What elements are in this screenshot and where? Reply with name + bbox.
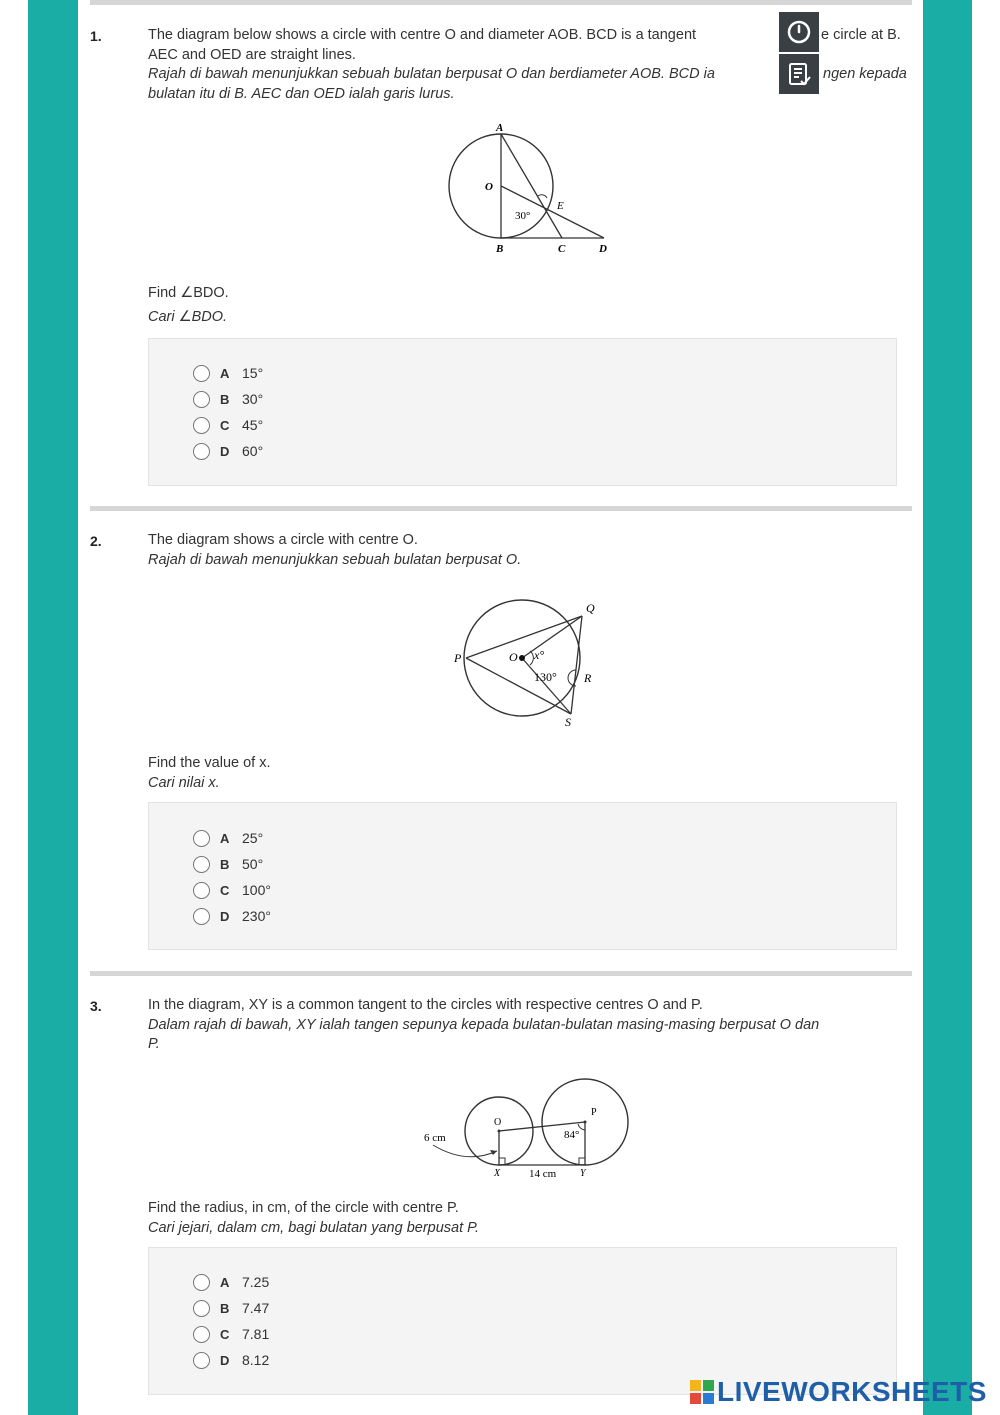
q2-label-q: Q xyxy=(586,601,595,615)
q3-centre-o xyxy=(498,1130,501,1133)
radio-icon[interactable] xyxy=(193,1326,210,1343)
radio-icon[interactable] xyxy=(193,391,210,408)
q1-angle-arc xyxy=(538,195,547,198)
question-3-number: 3. xyxy=(90,998,102,1014)
question-1-option-a[interactable]: A 15° xyxy=(193,363,263,383)
question-3-en: In the diagram, XY is a common tangent to the circles with respective centres O and P. xyxy=(148,997,703,1013)
q2-line-pq xyxy=(466,616,582,658)
question-3-ms-line2: P. xyxy=(148,1036,160,1052)
question-2-find-en: Find the value of x. xyxy=(148,755,271,771)
question-1-en-line1: The diagram below shows a circle with centre O and diameter AOB. BCD is a tangent xyxy=(148,27,697,43)
timer-icon xyxy=(786,19,812,45)
q3-centre-p xyxy=(584,1121,587,1124)
radio-icon[interactable] xyxy=(193,856,210,873)
checklist-icon xyxy=(786,61,812,87)
radio-icon[interactable] xyxy=(193,443,210,460)
radio-icon[interactable] xyxy=(193,1352,210,1369)
q3-label-o: O xyxy=(494,1117,502,1128)
timer-button[interactable] xyxy=(779,12,819,52)
question-1-diagram xyxy=(441,118,621,263)
liveworksheets-logo-icon xyxy=(690,1380,714,1404)
q2-angle-x-arc xyxy=(530,651,533,665)
q3-label-y: Y xyxy=(580,1168,586,1179)
q2-line-os xyxy=(522,658,571,714)
liveworksheets-logo xyxy=(690,1374,990,1410)
question-2-option-c[interactable]: C 100° xyxy=(193,880,271,900)
q1-label-angle: 30° xyxy=(515,210,531,222)
q1-label-o: O xyxy=(485,181,493,193)
question-3-option-a[interactable]: A 7.25 xyxy=(193,1272,269,1292)
right-margin xyxy=(972,0,1000,1415)
question-2-diagram xyxy=(450,592,615,732)
divider-2 xyxy=(90,506,912,511)
question-1-option-b[interactable]: B 30° xyxy=(193,389,263,409)
q3-label-angle: 84° xyxy=(564,1129,580,1141)
question-3-option-c[interactable]: C 7.81 xyxy=(193,1324,269,1344)
q2-label-p: P xyxy=(454,651,462,665)
q3-right-angle-y xyxy=(579,1158,585,1165)
question-3-text xyxy=(148,996,918,1055)
question-3-ms-line1: Dalam rajah di bawah, XY ialah tangen sepunya kepada bulatan-bulatan masing-masing berpusat O dan xyxy=(148,1016,820,1033)
q2-centre-dot xyxy=(519,655,525,661)
q3-label-length: 14 cm xyxy=(529,1168,557,1180)
question-1-en-line2: AEC and OED are straight lines. xyxy=(148,46,356,63)
q3-label-x: X xyxy=(494,1168,501,1179)
brand-name: LIVEWORKSHEETS xyxy=(717,1376,987,1407)
q1-label-e: E xyxy=(557,200,564,212)
question-3-find xyxy=(148,1198,479,1238)
q1-label-d: D xyxy=(599,243,607,255)
checklist-button[interactable] xyxy=(779,54,819,94)
question-1-find xyxy=(148,283,229,327)
worksheet-page xyxy=(78,0,923,1415)
question-2-find xyxy=(148,753,271,793)
question-2-option-d[interactable]: D 230° xyxy=(193,906,271,926)
radio-icon[interactable] xyxy=(193,1274,210,1291)
radio-icon[interactable] xyxy=(193,830,210,847)
q2-label-r: R xyxy=(584,671,592,685)
q2-label-x: x° xyxy=(534,648,545,662)
q1-label-a: A xyxy=(496,122,504,134)
question-3-find-ms: Cari jejari, dalam cm, bagi bulatan yang berpusat P. xyxy=(148,1220,480,1236)
question-1-ms-line2: bulatan itu di B. AEC dan OED ialah garis lurus. xyxy=(148,85,455,102)
q2-label-s: S xyxy=(565,715,571,729)
q2-label-angle: 130° xyxy=(534,670,557,684)
arrowhead-icon xyxy=(490,1150,497,1155)
question-3-diagram xyxy=(421,1073,636,1185)
q2-line-ps xyxy=(466,658,571,714)
question-1-options xyxy=(148,338,897,486)
question-2-option-a[interactable]: A 25° xyxy=(193,828,263,848)
q1-label-b: B xyxy=(496,243,504,255)
question-2-ms: Rajah di bawah menunjukkan sebuah bulatan berpusat O. xyxy=(148,551,522,568)
q3-label-radius: 6 cm xyxy=(424,1132,446,1144)
question-2-number: 2. xyxy=(90,533,102,549)
radio-icon[interactable] xyxy=(193,882,210,899)
question-1-option-c[interactable]: C 45° xyxy=(193,415,263,435)
question-1-find-en: Find ∠BDO. xyxy=(148,285,229,301)
question-2-options xyxy=(148,802,897,950)
q3-label-p: P xyxy=(591,1107,597,1118)
q3-pointer-arrow xyxy=(433,1145,497,1157)
question-1-ms-line1-end: ngen kepada xyxy=(823,66,907,82)
question-2-en: The diagram shows a circle with centre O. xyxy=(148,532,418,548)
question-2-option-b[interactable]: B 50° xyxy=(193,854,263,874)
question-3-option-b[interactable]: B 7.47 xyxy=(193,1298,269,1318)
q1-label-c: C xyxy=(558,243,566,255)
question-3-find-en: Find the radius, in cm, of the circle with centre P. xyxy=(148,1200,459,1216)
top-divider xyxy=(90,0,912,5)
question-2-find-ms: Cari nilai x. xyxy=(148,775,220,791)
radio-icon[interactable] xyxy=(193,908,210,925)
question-1-en-line1-end: e circle at B. xyxy=(821,27,901,43)
radio-icon[interactable] xyxy=(193,417,210,434)
radio-icon[interactable] xyxy=(193,1300,210,1317)
question-1-find-ms: Cari ∠BDO. xyxy=(148,309,228,325)
question-1-number: 1. xyxy=(90,28,102,44)
left-margin xyxy=(0,0,28,1415)
question-1-option-d[interactable]: D 60° xyxy=(193,441,263,461)
question-1-ms-line1: Rajah di bawah menunjukkan sebuah bulatan berpusat O dan berdiameter AOB. BCD ia xyxy=(148,66,715,82)
radio-icon[interactable] xyxy=(193,365,210,382)
q2-label-o: O xyxy=(509,650,518,664)
question-2-text xyxy=(148,531,918,570)
divider-3 xyxy=(90,971,912,976)
question-3-options xyxy=(148,1247,897,1395)
question-3-option-d[interactable]: D 8.12 xyxy=(193,1350,269,1370)
